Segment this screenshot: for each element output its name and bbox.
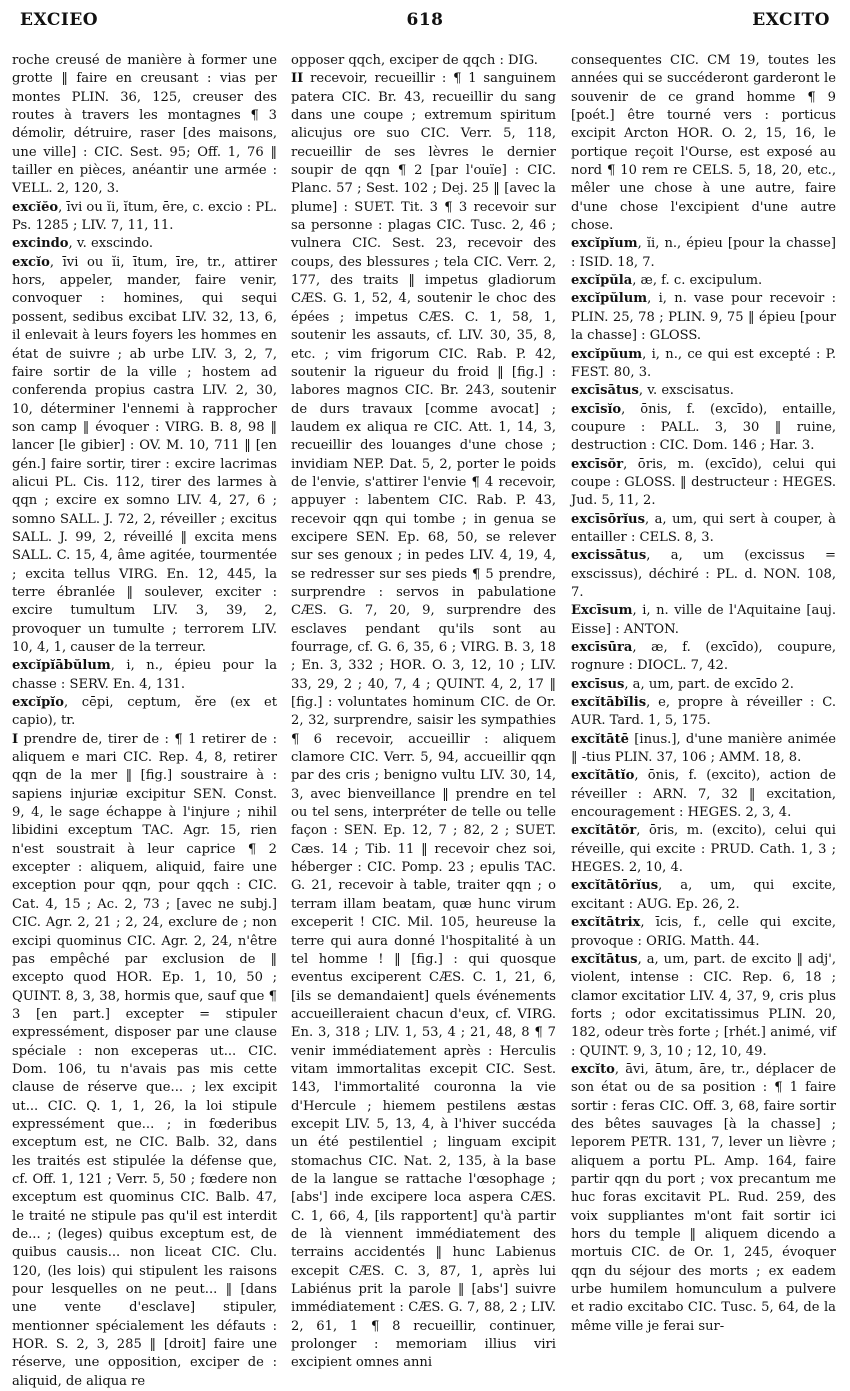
entry-excisatus: excīsātus, v. exscisatus.	[571, 383, 734, 399]
header-last-headword: EXCITO	[752, 10, 830, 30]
entry-excitatus: excĭtātus, a, um, part. de excito ‖ adj', violent, intense : CIC. Rep. 6, 18 ; clamor excitatior LIV. 4, 37, 9, cris plus forts ; odor excitatissimus PLIN. 20, 182, odeur très forte ; [rhét.] animé, vif : QUINT. 9, 3, 10 ; 12, 10, 49.	[571, 951, 836, 1059]
entry-excito: excĭto, āvi, ātum, āre, tr., déplacer de son état ou de sa position : ¶ 1 faire sortir : feras CIC. Off. 3, 68, faire sortir des bêtes sauvages [à la chasse] ; leporem PETR. 131, 7, lever un lièvre ; aliquem a portu PL. Amp. 164, faire partir qqn du port ; vox precantum me huc foras excitavit PL. Rud. 259, des voix suppliantes m'ont fait sortir ici hors du temple ‖ aliquem dicendo a mortuis CIC. de Or. 1, 245, évoquer qqn du séjour des morts ; ex eadem urbe humilem homunculum a pulvere et radio excitabo CIC. Tusc. 5, 64, de la même ville je ferai sur-	[571, 1061, 836, 1334]
entry-excitabilis: excĭtābĭlis, e, propre à réveiller : C. AUR. Tard. 1, 5, 175.	[571, 695, 836, 729]
entry-excitate: excĭtātē [inus.], d'une manière animée ‖ -tius PLIN. 37, 106 ; AMM. 18, 8.	[571, 731, 836, 766]
entry-excipuum: excĭpŭum, i, n., ce qui est excepté : P. FEST. 80, 3.	[571, 346, 836, 380]
entry-excisor: excīsŏr, ōris, m. (excīdo), celui qui coupe : GLOSS. ‖ destructeur : HEGES. Jud. 5, 11, 2.	[571, 456, 836, 509]
entry-continuation: consequentes CIC. CM 19, toutes les années qui se succéderont garderont le souvenir de ce grand homme ¶ 9 [poét.] être tourné vers : porticus excipit Arcton HOR. O. 2, 15, 16, le portique reçoit l'Ourse, est exposé au nord ¶ 10 rem re CELS. 5, 18, 20, etc., mêler une chose à une autre, faire d'une chose l'excipient d'une autre chose.	[571, 53, 836, 234]
column-middle	[291, 52, 556, 1371]
entry-excitatrix: excĭtātrix, īcis, f., celle qui excite, provoque : ORIG. Matth. 44.	[571, 915, 836, 949]
page-number: 618	[406, 10, 444, 30]
column-right	[571, 52, 836, 1342]
entry-excisio: excīsĭo, ōnis, f. (excīdo), entaille, coupure : PALL. 3, 30 ‖ ruine, destruction : CIC. Dom. 146 ; Har. 3.	[571, 401, 836, 454]
running-header	[14, 10, 836, 40]
entry-excitatio: excĭtātĭo, ōnis, f. (excito), action de réveiller : ARN. 7, 32 ‖ excitation, encouragement : HEGES. 2, 3, 4.	[571, 768, 836, 821]
entry-excisus: excīsus, a, um, part. de excīdo 2.	[571, 676, 794, 692]
entry-excipio-sense-2: II recevoir, recueillir : ¶ 1 sanguinem patera CIC. Br. 43, recueillir du sang dans une coupe ; extremum spiritum alicujus ore suo CIC. Verr. 5, 118, recueillir de ses lèvres le dernier soupir de qqn ¶ 2 [par l'ouïe] : CIC. Planc. 57 ; Sest. 102 ; Dej. 25 ‖ [avec la plume] : SUET. Tit. 3 ¶ 3 recevoir sur sa personne : plagas CIC. Tusc. 2, 46 ; vulnera CIC. Sest. 23, recevoir des coups, des blessures ; tela CIC. Verr. 2, 177, des traits ‖ impetus gladiorum CÆS. G. 1, 52, 4, soutenir le choc des épées ; impetus CÆS. C. 1, 58, 1, soutenir les assauts, cf. LIV. 30, 35, 8, etc. ; vim frigorum CIC. Rab. P. 42, soutenir la rigueur du froid ‖ [fig.] : labores magnos CIC. Br. 243, soutenir de durs travaux [comme avocat] ; laudem ex aliqua re CIC. Att. 1, 14, 3, recueillir des louanges d'une chose ; invidiam NEP. Dat. 5, 2, porter le poids de l'envie, s'attirer l'envie ¶ 4 recevoir, appuyer : labentem CIC. Rab. P. 43, recevoir qqn qui tombe ; in genua se excipere SEN. Ep. 68, 50, se relever sur ses genoux ; in pedes LIV. 4, 19, 4, se redresser sur ses pieds ¶ 5 prendre, surprendre : servos in pabulatione CÆS. G. 7, 20, 9, surprendre des esclaves pendant qu'ils sont au fourrage, cf. G. 6, 35, 6 ; VIRG. B. 3, 18 ; En. 3, 332 ; HOR. O. 3, 12, 10 ; LIV. 33, 29, 2 ; 40, 7, 4 ; QUINT. 4, 2, 17 ‖ [fig.] : voluntates hominum CIC. de Or. 2, 32, surprendre, saisir les sympathies ¶ 6 recevoir, accueillir : aliquem clamore CIC. Verr. 5, 94, accueillir qqn par des cris ; benigno vultu LIV. 30, 14, 3, avec bienveillance ‖ prendre en tel ou tel sens, interpréter de telle ou telle façon : SEN. Ep. 12, 7 ; 82, 2 ; SUET. Cæs. 14 ; Tib. 11 ‖ recevoir chez soi, héberger : CIC. Pomp. 23 ; epulis TAC. G. 21, recevoir à table, traiter qqn ; o terram illam beatam, quæ hunc virum exceperit ! CIC. Mil. 105, heureuse la terre qui aura donné l'hospitalité à un tel homme ! ‖ [fig.] : qui quosque eventus exciperent CÆS. C. 1, 21, 6, [ils se demandaient] quels événements accueilleraient chacun d'eux, cf. VIRG. En. 3, 318 ; LIV. 1, 53, 4 ; 21, 48, 8 ¶ 7 venir immédiatement après : Herculis vitam immortalitas excepit CIC. Sest. 143, l'immortalité couronna la vie d'Hercule ; hiemem pestilens æstas excepit LIV. 5, 13, 4, à l'hiver succéda un été pestilentiel ; linguam excipit stomachus CIC. Nat. 2, 135, à la base de la langue se rattache l'œsophage ; [abs'] inde excipere loca aspera CÆS. C. 1, 66, 4, [ils rapportent] qu'à partir de là viennent immédiatement des terrains accidentés ‖ hunc Labienus excepit CÆS. C. 3, 87, 1, après lui Labiénus prit la parole ‖ [abs'] suivre immédiatement : CÆS. G. 7, 88, 2 ; LIV. 2, 61, 1 ¶ 8 recueillir, continuer, prolonger : memoriam illius viri excipient omnes anni	[291, 71, 556, 1371]
entry-excitatorius: excĭtātōrĭus, a, um, qui excite, excitant : AUG. Ep. 26, 2.	[571, 878, 836, 912]
entry-excisum: Excīsum, i, n. ville de l'Aquitaine [auj. Eisse] : ANTON.	[571, 603, 836, 637]
entry-excipula: excĭpŭla, æ, f. c. excipulum.	[571, 273, 763, 289]
entry-excieo: excĭĕo, īvi ou ĭi, ĭtum, ēre, c. excio : PL. Ps. 1285 ; LIV. 7, 11, 11.	[12, 199, 277, 234]
entry-excisura: excīsūra, æ, f. (excīdo), coupure, rognure : DIOCL. 7, 42.	[571, 640, 836, 674]
entry-excipiabulum: excĭpĭābŭlum, i, n., épieu pour la chasse : SERV. En. 4, 131.	[12, 658, 277, 692]
entry-excio: excĭo, īvi ou ĭi, ītum, īre, tr., attirer hors, appeler, mander, faire venir, convoquer : homines, qui sequi possent, sedibus excibat LIV. 32, 13, 6, il enlevait à leurs foyers les hommes en état de suivre ; ab urbe LIV. 3, 2, 7, faire sortir de la ville ; hostem ad conferenda propius castra LIV. 2, 30, 10, déterminer l'ennemi à rapprocher son camp ‖ évoquer : VIRG. B. 8, 98 ‖ lancer [le gibier] : OV. M. 10, 711 ‖ [en gén.] faire sortir, tirer : excire lacrimas alicui PL. Cis. 112, tirer des larmes à qqn ; excire ex somno LIV. 4, 27, 6 ; somno SALL. J. 72, 2, réveiller ; excitus SALL. J. 99, 2, réveillé ‖ excita mens SALL. C. 15, 4, âme agitée, tourmentée ; excita tellus VIRG. En. 12, 445, la terre ébranlée ‖ soulever, exciter : excire tumultum LIV. 3, 39, 2, provoquer un tumulte ; terrorem LIV. 10, 4, 1, causer de la terreur.	[12, 254, 277, 655]
entry-excipio: excĭpĭo, cēpi, ceptum, ĕre (ex et capio), tr.	[12, 695, 277, 729]
entry-excissatus: excissātus, a, um (excissus = exscissus), déchiré : PL. d. NON. 108, 7.	[571, 548, 836, 600]
entry-excipulum: excĭpŭlum, i, n. vase pour recevoir : PLIN. 25, 78 ; PLIN. 9, 75 ‖ épieu [pour la chasse] : GLOSS.	[571, 291, 836, 344]
entry-excipium: excĭpĭum, ĭi, n., épieu [pour la chasse] : ISID. 18, 7.	[571, 236, 836, 270]
entry-continuation: opposer qqch, exciper de qqch : DIG.	[291, 53, 538, 68]
column-left	[12, 52, 277, 1389]
entry-continuation: roche creusé de manière à former une grotte ‖ faire en creusant : vias per montes PLIN. 36, 125, creuser des routes à travers les montagnes ¶ 3 démolir, détruire, raser [des maisons, une ville] : CIC. Sest. 95; Off. 1, 76 ‖ tailler en pièces, anéantir une armée : VELL. 2, 120, 3.	[12, 53, 277, 197]
entry-excitator: excĭtātŏr, ōris, m. (excito), celui qui réveille, qui excite : PRUD. Cath. 1, 3 ; HEGES. 2, 10, 4.	[571, 823, 836, 876]
entry-excindo: excindo, v. exscindo.	[12, 236, 153, 252]
header-first-headword: EXCIEO	[20, 10, 99, 30]
entry-excisorius: excīsōrĭus, a, um, qui sert à couper, à entailler : CELS. 8, 3.	[571, 511, 836, 545]
entry-excipio-sense-1: I prendre de, tirer de : ¶ 1 retirer de : aliquem e mari CIC. Rep. 4, 8, retirer qqn de la mer ‖ [fig.] soustraire à : sapiens injuriæ excipitur SEN. Const. 9, 4, le sage échappe à l'injure ; nihil libidini exceptum TAC. Agr. 15, rien n'est soustrait à leur caprice ¶ 2 excepter : aliquem, aliquid, faire une exception pour qqn, pour qqch : CIC. Cat. 4, 15 ; Ac. 2, 73 ; [avec ne subj.] CIC. Agr. 2, 21 ; 2, 24, exclure de ; non excipi quominus CIC. Agr. 2, 24, n'être pas empêché par exclusion de ‖ excepto quod HOR. Ep. 1, 10, 50 ; QUINT. 8, 3, 38, hormis que, sauf que ¶ 3 [en part.] excepter = stipuler expressément, disposer par une clause spéciale : non exceperas ut... CIC. Dom. 106, tu n'avais pas mis cette clause de réserve que... ; lex excipit ut... CIC. Q. 1, 1, 26, la loi stipule expressément que... ; in fœderibus exceptum est, ne CIC. Balb. 32, dans les traités est stipulée la défense que, cf. Off. 1, 121 ; Verr. 5, 50 ; fœdere non exceptum est quominus CIC. Balb. 47, le traité ne stipule pas qu'il est interdit de... ; (leges) quibus exceptum est, de quibus causis... non liceat CIC. Clu. 120, (les lois) qui stipulent les raisons pour lesquelles on ne peut... ‖ [dans une vente d'esclave] stipuler, mentionner spécialement les défauts : HOR. S. 2, 3, 285 ‖ [droit] faire une réserve, une opposition, exciper de : aliquid, de aliqua re	[12, 731, 277, 1389]
